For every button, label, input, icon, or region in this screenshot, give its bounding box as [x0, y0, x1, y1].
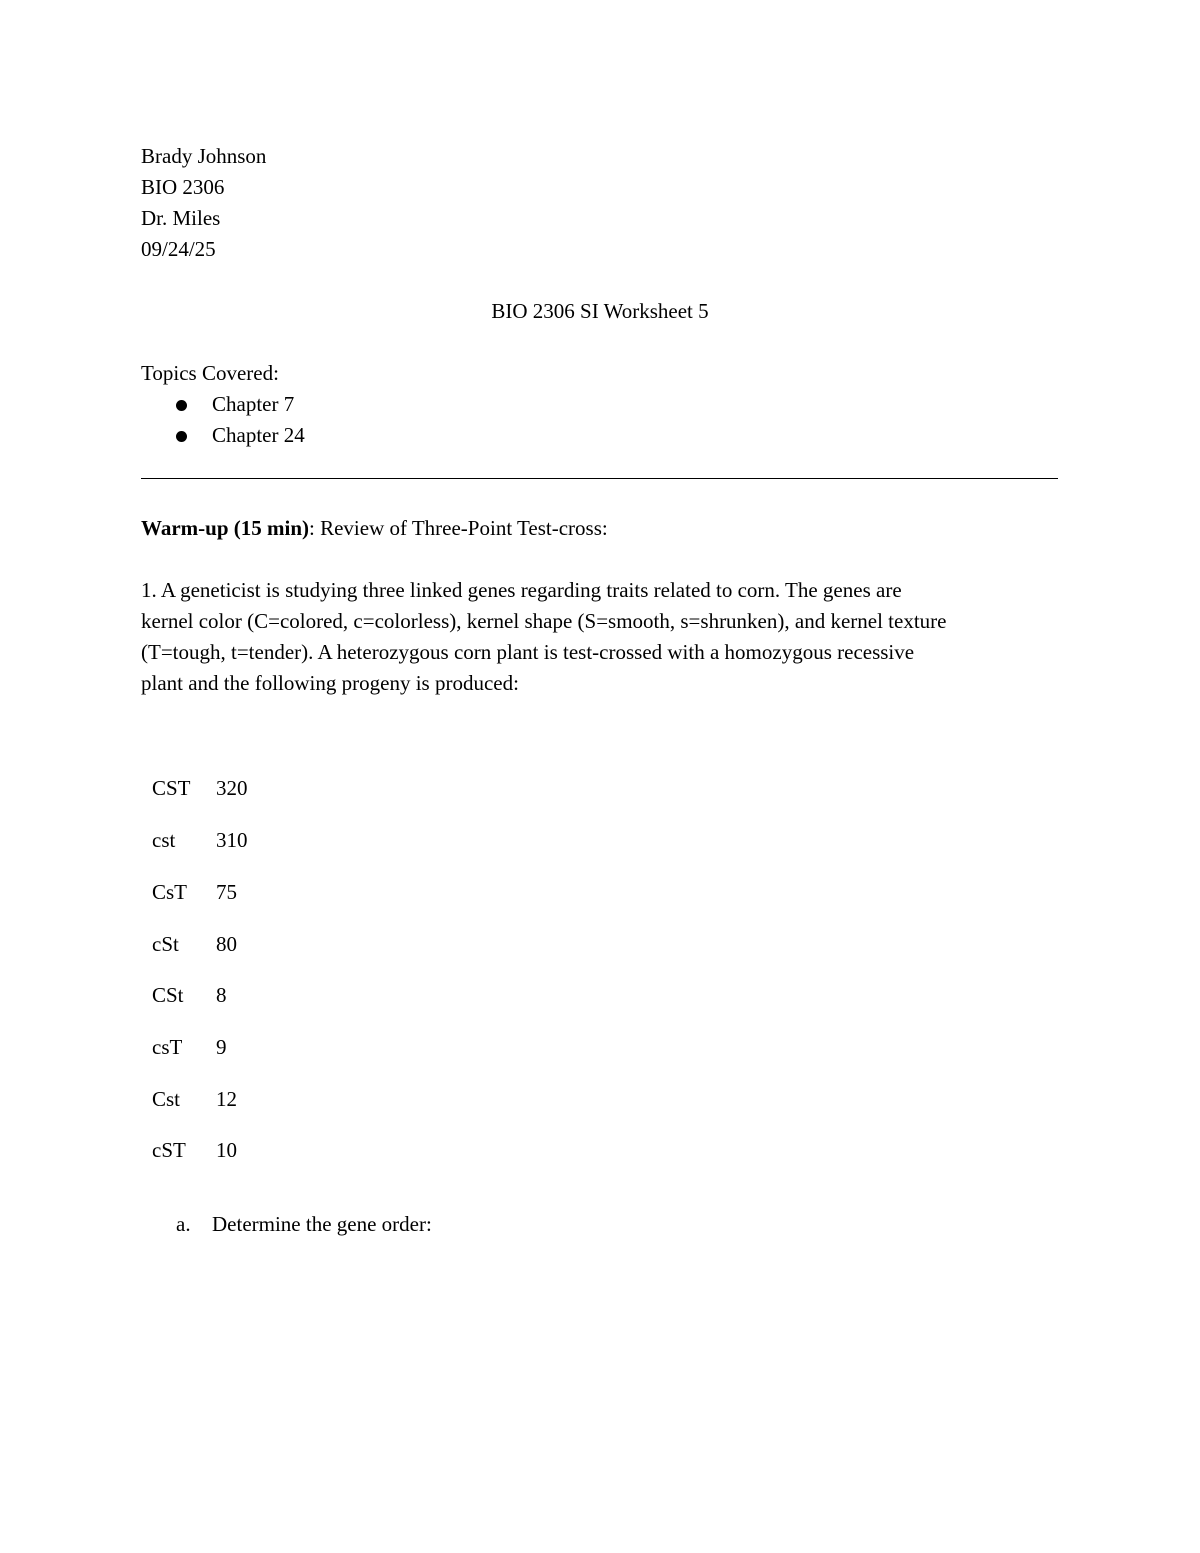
genotype: cst [152, 828, 176, 852]
page-title: BIO 2306 SI Worksheet 5 [491, 299, 709, 323]
genotype: CST [152, 776, 191, 800]
topic-item: Chapter 24 [212, 423, 305, 447]
count: 80 [216, 932, 237, 956]
date: 09/24/25 [141, 237, 216, 261]
warmup-description: : Review of Three-Point Test-cross: [309, 516, 608, 540]
question-1-line: (T=tough, t=tender). A heterozygous corn plant is test-crossed with a homozygous recessive [141, 640, 915, 664]
question-1-line: 1. A geneticist is studying three linked genes regarding traits related to corn. The genes are [141, 578, 902, 602]
genotype: CSt [152, 983, 184, 1007]
student-name: Brady Johnson [141, 144, 267, 168]
subquestion-label: a. [176, 1212, 191, 1236]
instructor-name: Dr. Miles [141, 206, 221, 230]
count: 75 [216, 880, 237, 904]
warmup-bold-label: Warm-up (15 min) [141, 516, 309, 540]
bullet-icon [176, 431, 187, 442]
count: 10 [216, 1138, 237, 1162]
warmup-heading [141, 513, 608, 544]
question-1-line: plant and the following progeny is produced: [141, 671, 519, 695]
course-code: BIO 2306 [141, 175, 225, 199]
topics-heading: Topics Covered: [141, 361, 279, 385]
bullet-icon [176, 400, 187, 411]
genotype: cST [152, 1138, 186, 1162]
count: 8 [216, 983, 227, 1007]
question-1 [141, 575, 1061, 699]
count: 310 [216, 828, 248, 852]
topic-item: Chapter 7 [212, 392, 295, 416]
divider [141, 478, 1058, 479]
genotype: csT [152, 1035, 183, 1059]
question-1-line: kernel color (C=colored, c=colorless), kernel shape (S=smooth, s=shrunken), and kernel texture [141, 609, 947, 633]
count: 320 [216, 776, 248, 800]
genotype: CsT [152, 880, 188, 904]
count: 12 [216, 1087, 237, 1111]
genotype: Cst [152, 1087, 181, 1111]
count: 9 [216, 1035, 227, 1059]
subquestion-text: Determine the gene order: [212, 1212, 432, 1236]
genotype: cSt [152, 932, 179, 956]
